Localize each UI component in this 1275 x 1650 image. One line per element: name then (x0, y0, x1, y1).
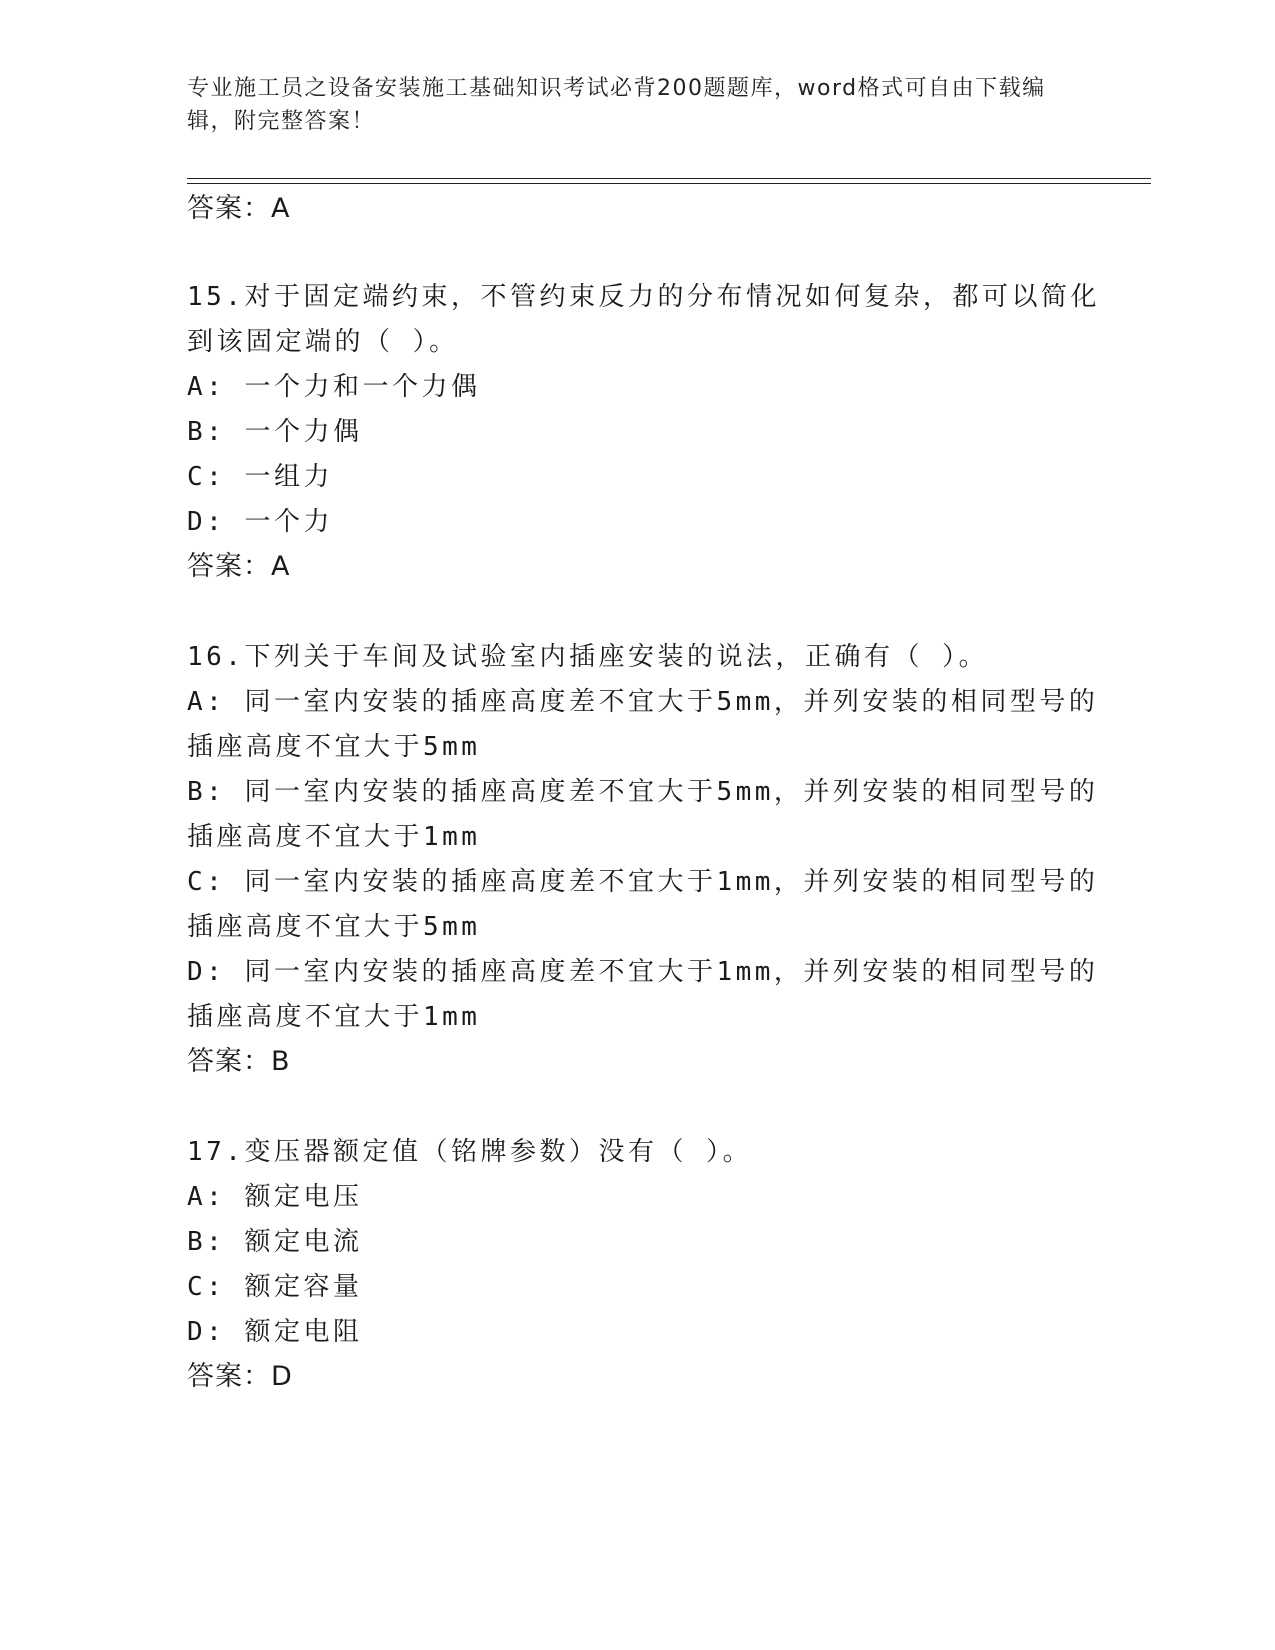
option-a: A: 额定电压 (187, 1182, 363, 1212)
option-a: A: 同一室内安装的插座高度差不宜大于5mm，并列安装的相同型号的 (187, 687, 1099, 717)
option-c-continued: 插座高度不宜大于5mm (187, 912, 481, 942)
option-a-continued: 插座高度不宜大于5mm (187, 732, 481, 762)
option-a: A: 一个力和一个力偶 (187, 372, 481, 402)
option-b-continued: 插座高度不宜大于1mm (187, 822, 481, 852)
page-header-title: 专业施工员之设备安装施工基础知识考试必背200题题库，word格式可自由下载编辑，附完整答案！ (187, 76, 1046, 134)
answer-label: 答案：D (187, 1361, 293, 1392)
header-divider-top (187, 178, 1151, 179)
option-b: B: 一个力偶 (187, 417, 363, 447)
option-d-continued: 插座高度不宜大于1mm (187, 1002, 481, 1032)
option-c: C: 同一室内安装的插座高度差不宜大于1mm，并列安装的相同型号的 (187, 867, 1099, 897)
header-divider-bottom (187, 183, 1151, 184)
answer-label: 答案：B (187, 1046, 291, 1077)
option-b: B: 额定电流 (187, 1227, 363, 1257)
question-stem-line: 15.对于固定端约束，不管约束反力的分布情况如何复杂，都可以简化 (187, 282, 1100, 312)
option-b: B: 同一室内安装的插座高度差不宜大于5mm，并列安装的相同型号的 (187, 777, 1099, 807)
question-stem-line: 到该固定端的（ ）。 (187, 327, 459, 357)
option-d: D: 同一室内安装的插座高度差不宜大于1mm，并列安装的相同型号的 (187, 957, 1099, 987)
question-stem-line: 17.变压器额定值（铭牌参数）没有（ ）。 (187, 1137, 753, 1167)
option-d: D: 额定电阻 (187, 1317, 363, 1347)
option-c: C: 一组力 (187, 462, 333, 492)
previous-answer: 答案：A (187, 193, 291, 224)
question-stem-line: 16.下列关于车间及试验室内插座安装的说法，正确有（ ）。 (187, 642, 989, 672)
option-c: C: 额定容量 (187, 1272, 363, 1302)
option-d: D: 一个力 (187, 507, 333, 537)
answer-label: 答案：A (187, 551, 291, 582)
